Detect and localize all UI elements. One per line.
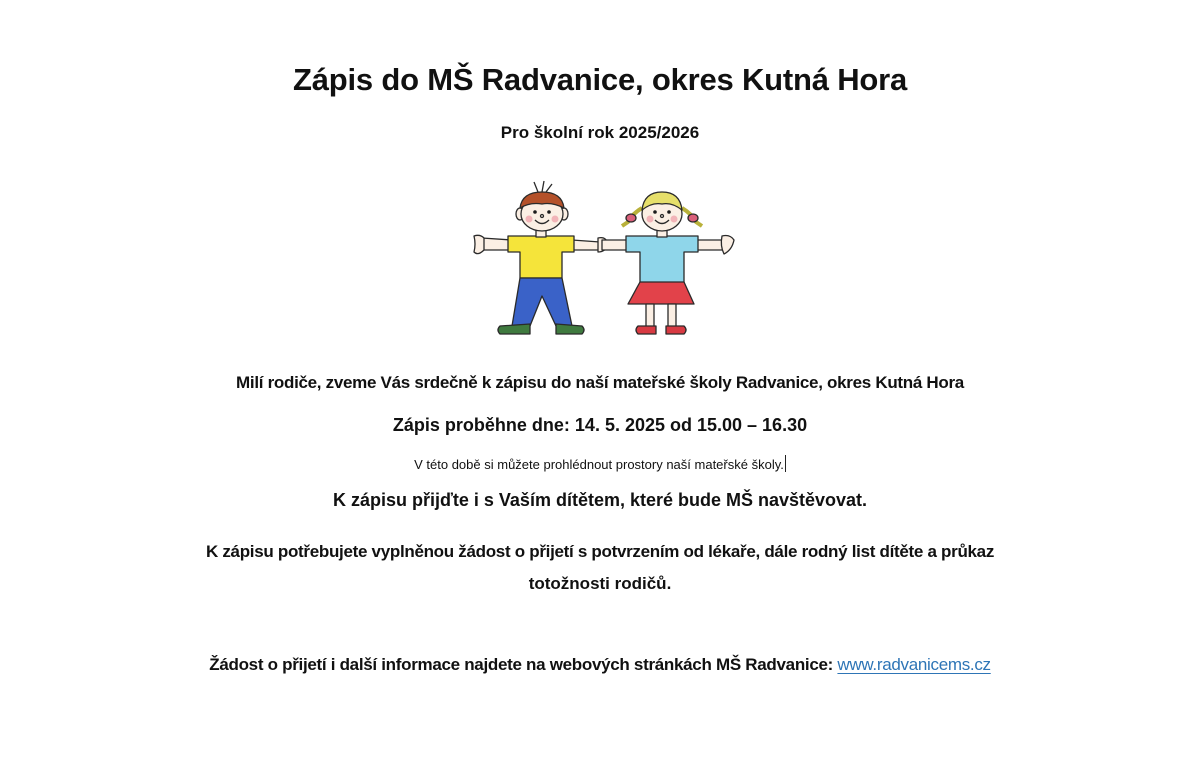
tour-text-content: V této době si můžete prohlédnout prostory naší mateřské školy.: [414, 457, 784, 472]
tour-text: [0, 455, 1200, 472]
required-documents-text-line2: totožnosti rodičů.: [528, 574, 672, 593]
website-link[interactable]: www.radvanicems.cz: [837, 655, 991, 674]
bring-child-text: K zápisu přijďte i s Vaším dítětem, které bude MŠ navštěvovat.: [332, 490, 868, 510]
required-documents-text-line1: K zápisu potřebujete vyplněnou žádost o přijetí s potvrzením od lékaře, dále rodný list dítěte a průkaz: [205, 542, 995, 561]
children-illustration: [472, 178, 740, 338]
girl-figure: [602, 192, 734, 334]
text-cursor: [785, 455, 786, 472]
boy-figure: [474, 181, 608, 334]
more-info-prefix: Žádost o přijetí i další informace najdete na webových stránkách MŠ Radvanice:: [209, 655, 838, 674]
invitation-text: Milí rodiče, zveme Vás srdečně k zápisu do naší mateřské školy Radvanice, okres Kutná Hora: [236, 373, 964, 392]
page-subtitle: Pro školní rok 2025/2026: [500, 123, 700, 142]
page-title: Zápis do MŠ Radvanice, okres Kutná Hora: [292, 62, 908, 97]
enrollment-date-text: Zápis proběhne dne: 14. 5. 2025 od 15.00 – 16.30: [392, 415, 808, 435]
more-info-text: [0, 655, 1200, 675]
